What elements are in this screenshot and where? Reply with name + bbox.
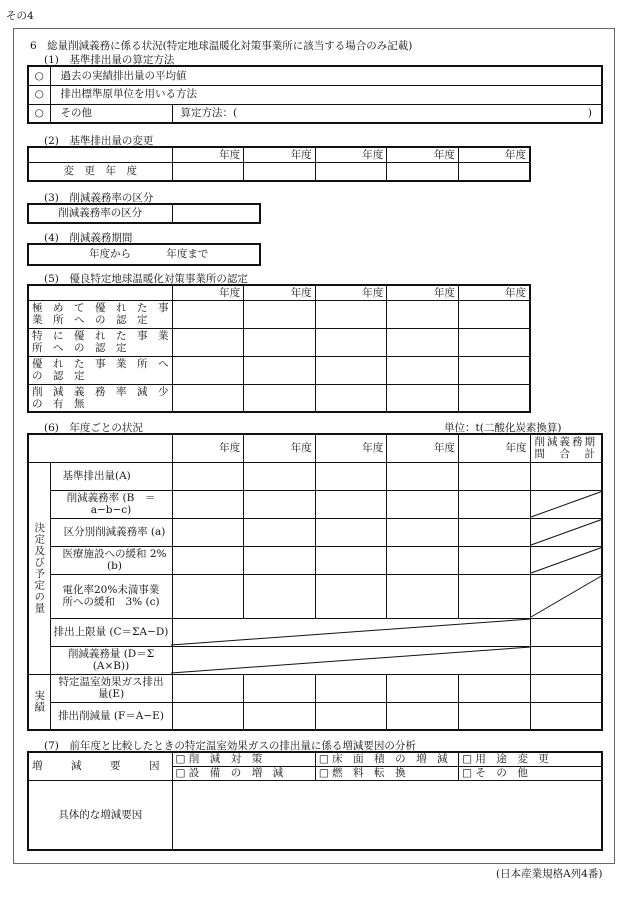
s4-title: (4) 削減義務期間 bbox=[44, 232, 133, 244]
s3-title: (3) 削減義務率の区分 bbox=[44, 192, 154, 204]
s5-title: (5) 優良特定地球温暖化対策事業所の認定 bbox=[44, 273, 248, 285]
s5-table bbox=[27, 284, 531, 413]
checkbox-icon[interactable]: □ bbox=[318, 753, 329, 766]
s1-method-label: 算定方法：( bbox=[180, 107, 238, 120]
s6-row-a: 基準排出量(A) bbox=[50, 462, 172, 490]
s7-detail-label: 具体的な増減要因 bbox=[28, 780, 172, 850]
s3-value[interactable] bbox=[172, 204, 260, 223]
checkbox-icon[interactable]: □ bbox=[175, 766, 186, 779]
s1-radio-3[interactable]: ○ bbox=[28, 104, 50, 123]
s2-year-1: 年度 bbox=[172, 147, 244, 162]
s6-row-obligation: 削減義務量 (D＝Σ (A×B)) bbox=[50, 646, 172, 674]
s7-table bbox=[27, 751, 603, 851]
s6-row-b-sub: 医療施設への緩和 2%(b) bbox=[50, 546, 172, 574]
s6-row-c-sub: 電化率20%未満事業所への緩和 3% (c) bbox=[50, 574, 172, 618]
s1-opt1: 過去の実績排出量の平均値 bbox=[50, 66, 602, 85]
s2-year-2: 年度 bbox=[244, 147, 316, 162]
s6-diag-cell bbox=[530, 546, 602, 574]
s6-title: (6) 年度ごとの状況 bbox=[44, 422, 143, 434]
s7-factor-label: 増 減 要 因 bbox=[28, 752, 172, 780]
s6-row-reduction: 排出削減量 (F＝A−E) bbox=[50, 702, 172, 730]
s7-detail-field[interactable] bbox=[172, 780, 602, 850]
checkbox-icon[interactable]: □ bbox=[318, 766, 329, 779]
s5-row-2: 特 に 優 れ た 事 業 所 へ の 認 定 bbox=[28, 328, 172, 356]
s3-label: 削減義務率の区分 bbox=[28, 204, 172, 223]
checkbox-icon[interactable]: □ bbox=[462, 766, 473, 779]
s7-title: (7) 前年度と比較したときの特定温室効果ガスの排出量に係る増減要因の分析 bbox=[44, 740, 416, 752]
s1-opt2: 排出標準原単位を用いる方法 bbox=[50, 85, 602, 104]
s7-check-2[interactable]: □ 床 面 積 の 増 減 bbox=[315, 752, 458, 766]
s1-title: (1) 基準排出量の算定方法 bbox=[44, 54, 175, 66]
s1-opt3: その他 bbox=[50, 104, 172, 123]
s6-table bbox=[27, 433, 603, 731]
s6-diag-wide bbox=[172, 646, 530, 674]
s6-group-planned: 決定及び予定の量 bbox=[28, 462, 50, 674]
s5-year-4: 年度 bbox=[387, 285, 459, 300]
checkbox-icon[interactable]: □ bbox=[462, 753, 473, 766]
s6-year-4: 年度 bbox=[387, 434, 459, 462]
s3-table bbox=[27, 203, 261, 224]
s5-year-1: 年度 bbox=[172, 285, 244, 300]
checkbox-icon[interactable]: □ bbox=[175, 753, 186, 766]
s5-year-5: 年度 bbox=[458, 285, 530, 300]
s5-row-1: 極 め て 優 れ た 事 業 所 へ の 認 定 bbox=[28, 300, 172, 328]
footer-note: (日本産業規格A列4番) bbox=[496, 868, 603, 880]
s2-year-3: 年度 bbox=[315, 147, 387, 162]
s2-year-4: 年度 bbox=[387, 147, 459, 162]
s1-radio-1[interactable]: ○ bbox=[28, 66, 50, 85]
s6-diag-cell bbox=[530, 518, 602, 546]
s6-row-b: 削減義務率 (B ＝ a−b−c) bbox=[50, 490, 172, 518]
s6-group-actual: 実績 bbox=[28, 674, 50, 730]
section-title: 6 総量削減義務に係る状況(特定地球温暖化対策事業所に該当する場合のみ記載) bbox=[30, 40, 413, 52]
s1-method-close: ) bbox=[587, 107, 592, 120]
s4-from: 年度から bbox=[89, 248, 131, 261]
s4-table bbox=[27, 243, 261, 266]
s5-year-2: 年度 bbox=[244, 285, 316, 300]
s6-diag-cell bbox=[530, 490, 602, 518]
s2-title: (2) 基準排出量の変更 bbox=[44, 135, 154, 147]
s1-radio-2[interactable]: ○ bbox=[28, 85, 50, 104]
s6-row-emission: 特定温室効果ガス排出量(E) bbox=[50, 674, 172, 702]
s2-year-5: 年度 bbox=[458, 147, 530, 162]
s5-row-4: 削 減 義 務 率 減 少 の 有 無 bbox=[28, 384, 172, 412]
s6-row-cap: 排出上限量 (C＝ΣA−D) bbox=[50, 618, 172, 646]
s6-total-header: 削減義務期間合計 bbox=[530, 434, 602, 462]
s6-year-2: 年度 bbox=[244, 434, 316, 462]
s6-diag-wide bbox=[172, 618, 530, 646]
s6-year-3: 年度 bbox=[315, 434, 387, 462]
s2-table bbox=[27, 146, 531, 182]
s1-table bbox=[27, 65, 603, 124]
s4-period[interactable] bbox=[28, 244, 260, 265]
s6-year-1: 年度 bbox=[172, 434, 244, 462]
s1-method-field[interactable] bbox=[172, 104, 602, 123]
s7-check-4[interactable]: □ 設 備 の 増 減 bbox=[172, 766, 315, 780]
s7-check-6[interactable]: □ そ の 他 bbox=[459, 766, 602, 780]
s6-year-5: 年度 bbox=[458, 434, 530, 462]
s6-unit: 単位：t(二酸化炭素換算) bbox=[444, 422, 562, 434]
s6-row-a-sub: 区分別削減義務率 (a) bbox=[50, 518, 172, 546]
page-label: その4 bbox=[6, 10, 34, 22]
s2-row-label: 変 更 年 度 bbox=[28, 162, 172, 181]
s7-check-3[interactable]: □ 用 途 変 更 bbox=[459, 752, 602, 766]
s5-row-3: 優 れ た 事 業 所 へ の 認 定 bbox=[28, 356, 172, 384]
s5-year-3: 年度 bbox=[315, 285, 387, 300]
s7-check-5[interactable]: □ 燃 料 転 換 bbox=[315, 766, 458, 780]
s7-check-1[interactable]: □ 削 減 対 策 bbox=[172, 752, 315, 766]
s6-diag-cell bbox=[530, 574, 602, 618]
s4-to: 年度まで bbox=[166, 248, 209, 261]
